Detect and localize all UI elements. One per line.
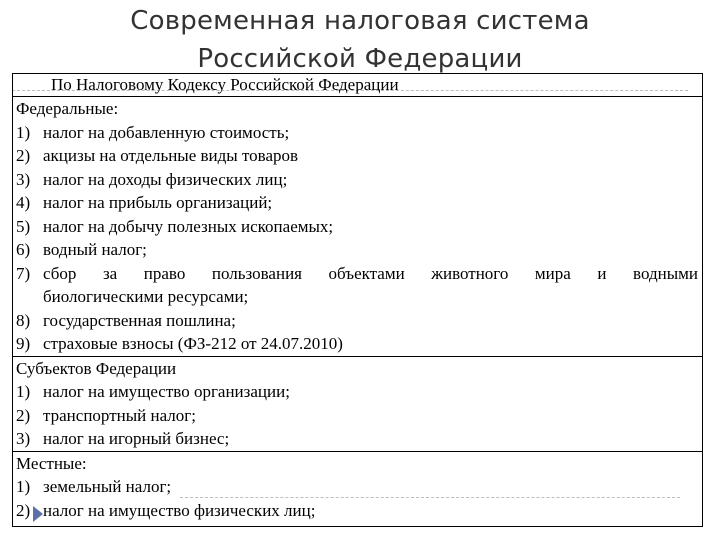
- title-line-1: Современная налоговая система: [130, 6, 590, 36]
- list-item: [16, 380, 698, 404]
- play-arrow-icon: [33, 506, 43, 522]
- list-item: [16, 238, 698, 262]
- list-item: [16, 332, 698, 356]
- list-item: [16, 427, 698, 451]
- list-item: [16, 144, 698, 168]
- item-text: страховые взносы (ФЗ-212 от 24.07.2010): [43, 334, 343, 353]
- item-text: сбор за право пользования объектами животного мира и водными: [43, 263, 698, 283]
- item-number: 1): [16, 477, 31, 496]
- item-number: 6): [16, 240, 31, 259]
- list-item: [16, 499, 698, 523]
- item-text: налог на добычу полезных ископаемых;: [43, 216, 334, 236]
- section-heading: Местные:: [16, 453, 87, 473]
- list-item: [16, 121, 698, 145]
- table-header: По Налоговому Кодексу Российской Федерации: [13, 74, 702, 97]
- item-number: 1): [16, 122, 31, 142]
- item-text: налог на имущество организации;: [43, 382, 290, 401]
- item-number: 8): [16, 310, 31, 330]
- item-number: 1): [16, 382, 31, 401]
- list-item: [16, 215, 698, 239]
- section-federal: [13, 97, 702, 357]
- item-number: 9): [16, 334, 31, 353]
- item-number: 2): [16, 146, 31, 165]
- section-local: [13, 452, 702, 523]
- list-item: [16, 404, 698, 428]
- list-item-continuation: [16, 285, 698, 309]
- item-number: 2): [16, 500, 31, 520]
- section-heading: Субъектов Федерации: [16, 358, 177, 378]
- item-text: налог на доходы физических лиц;: [43, 169, 288, 189]
- slide-title: [0, 2, 720, 78]
- item-number: 2): [16, 405, 31, 425]
- item-text: земельный налог;: [43, 477, 172, 496]
- item-number: 7): [16, 263, 31, 283]
- list-item: [16, 309, 698, 333]
- title-line-2: Российской Федерации: [197, 44, 523, 74]
- section-regional: [13, 357, 702, 452]
- item-text: водный налог;: [43, 240, 147, 259]
- item-text: налог на добавленную стоимость;: [43, 122, 290, 142]
- item-text: транспортный налог;: [43, 405, 196, 425]
- section-heading: Федеральные:: [16, 99, 119, 118]
- item-text: налог на прибыль организаций;: [43, 193, 273, 212]
- list-item: [16, 262, 698, 286]
- item-number: 3): [16, 169, 31, 189]
- list-item: [16, 168, 698, 192]
- item-number: 3): [16, 429, 31, 448]
- tax-table: [12, 73, 703, 527]
- item-text: государственная пошлина;: [43, 310, 236, 330]
- item-number: 4): [16, 193, 31, 212]
- item-text: налог на игорный бизнес;: [43, 429, 230, 448]
- item-text: биологическими ресурсами;: [43, 287, 249, 306]
- list-item: [16, 191, 698, 215]
- list-item: [16, 475, 698, 499]
- item-number: 5): [16, 216, 31, 236]
- item-text: акцизы на отдельные виды товаров: [43, 146, 299, 165]
- item-text: налог на имущество физических лиц;: [43, 500, 316, 520]
